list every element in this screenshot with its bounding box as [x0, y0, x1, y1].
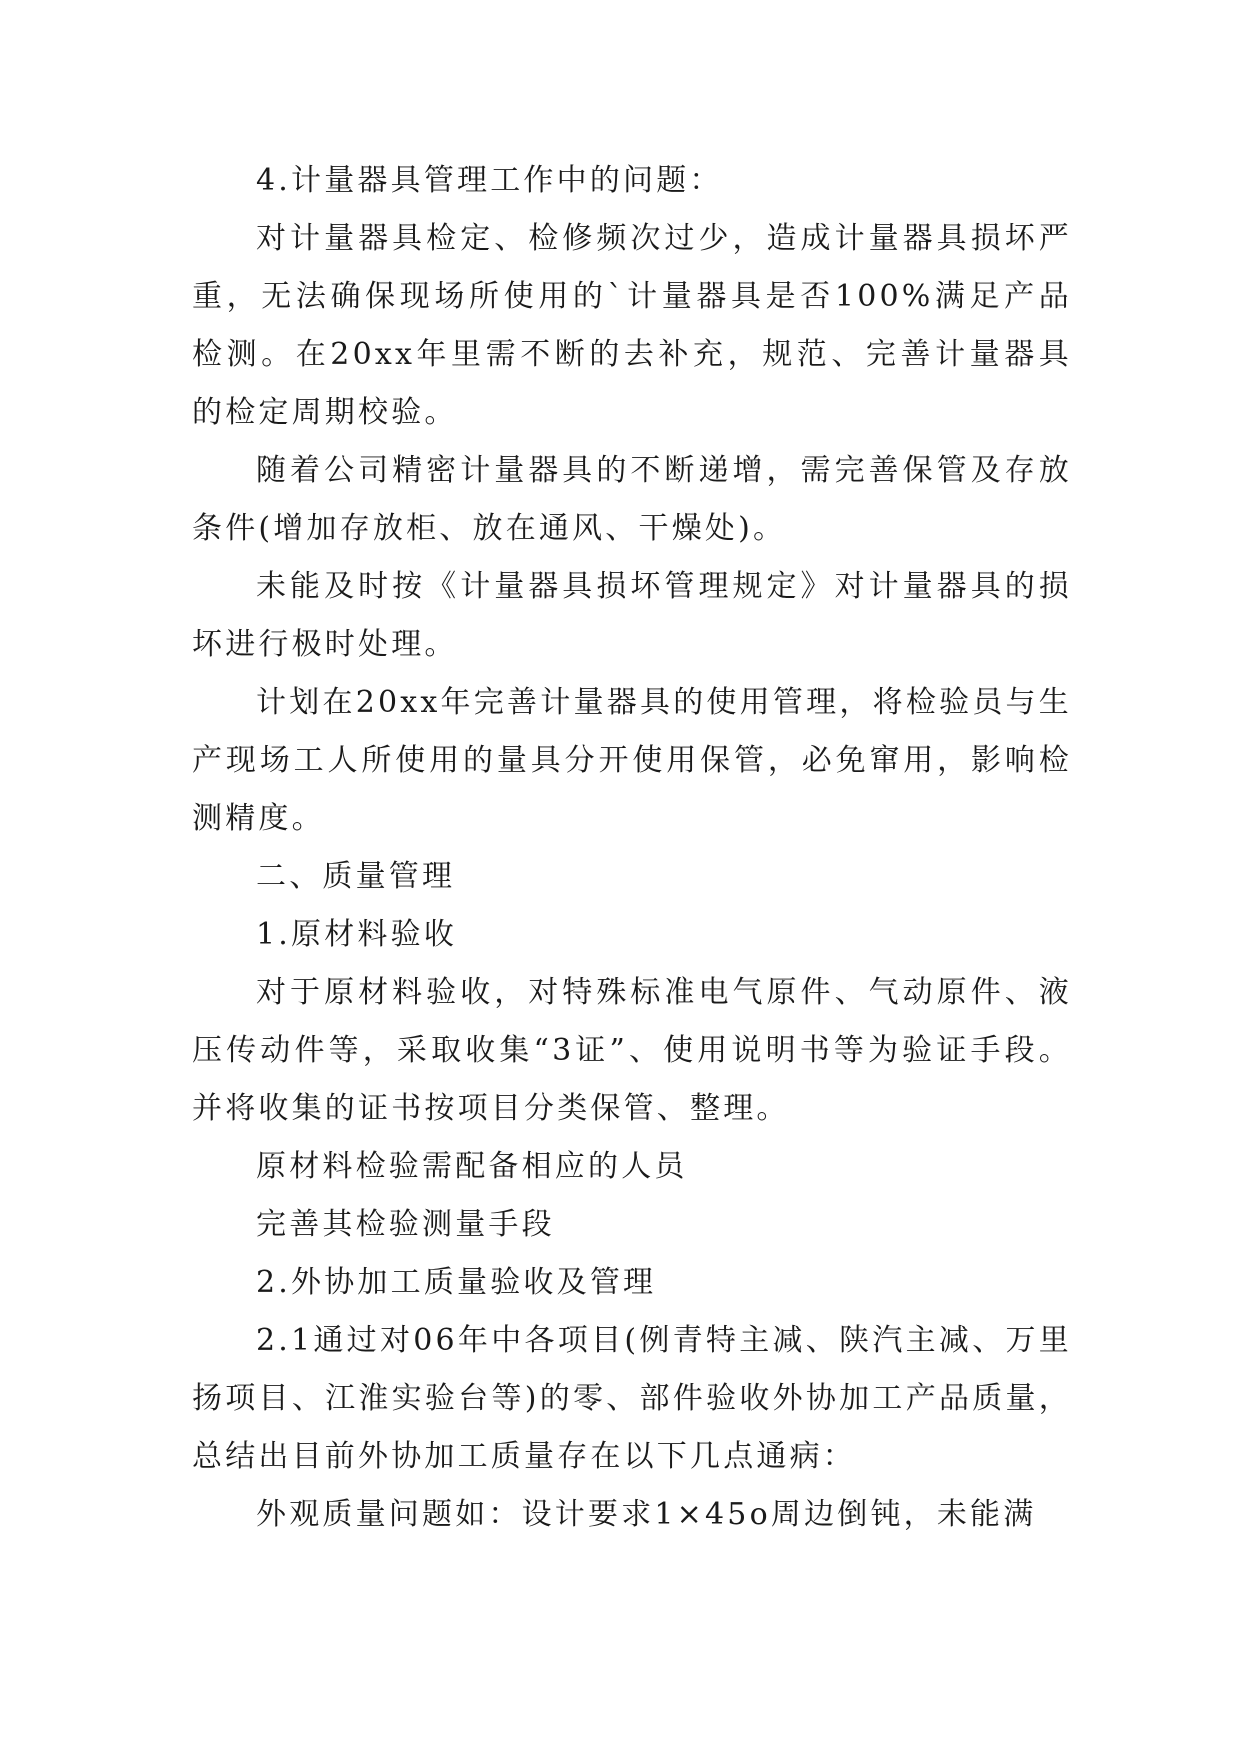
subheading-raw-material-acceptance: 1.原材料验收	[256, 917, 458, 952]
paragraph-damage-handling: 未能及时按《计量器具损坏管理规定》对计量器具的损坏进行极时处理。	[192, 569, 1072, 662]
section-heading-quality-management: 二、质量管理	[256, 859, 456, 894]
paragraph-measuring-tools-heading: 4.计量器具管理工作中的问题：	[256, 163, 723, 198]
paragraph-usage-plan: 计划在20xx年完善计量器具的使用管理，将检验员与生产现场工人所使用的量具分开使用保管，必免窜用，影响检测精度。	[192, 685, 1072, 836]
subheading-outsourced-processing: 2.外协加工质量验收及管理	[256, 1265, 657, 1300]
paragraph-raw-material-acceptance: 对于原材料验收，对特殊标准电气原件、气动原件、液压传动件等，采取收集“3证”、使用说明书等为验证手段。并将收集的证书按项目分类保管、整理。	[192, 975, 1072, 1126]
paragraph-inspection-means: 完善其检验测量手段	[256, 1207, 555, 1242]
paragraph-outsourced-summary: 2.1通过对06年中各项目(例青特主减、陕汽主减、万里扬项目、江淮实验台等)的零、部件验收外协加工产品质量，总结出目前外协加工质量存在以下几点通病：	[192, 1323, 1072, 1474]
paragraph-staffing: 原材料检验需配备相应的人员	[256, 1149, 688, 1184]
paragraph-storage-conditions: 随着公司精密计量器具的不断递增，需完善保管及存放条件(增加存放柜、放在通风、干燥处)。	[192, 453, 1072, 546]
paragraph-appearance-issues: 外观质量问题如：设计要求1×45o周边倒钝，未能满	[256, 1497, 1037, 1532]
document-body	[192, 152, 1072, 1544]
paragraph-calibration-issue: 对计量器具检定、检修频次过少，造成计量器具损坏严重，无法确保现场所使用的`计量器具是否100%满足产品检测。在20xx年里需不断的去补充，规范、完善计量器具的检定周期校验。	[192, 221, 1072, 430]
